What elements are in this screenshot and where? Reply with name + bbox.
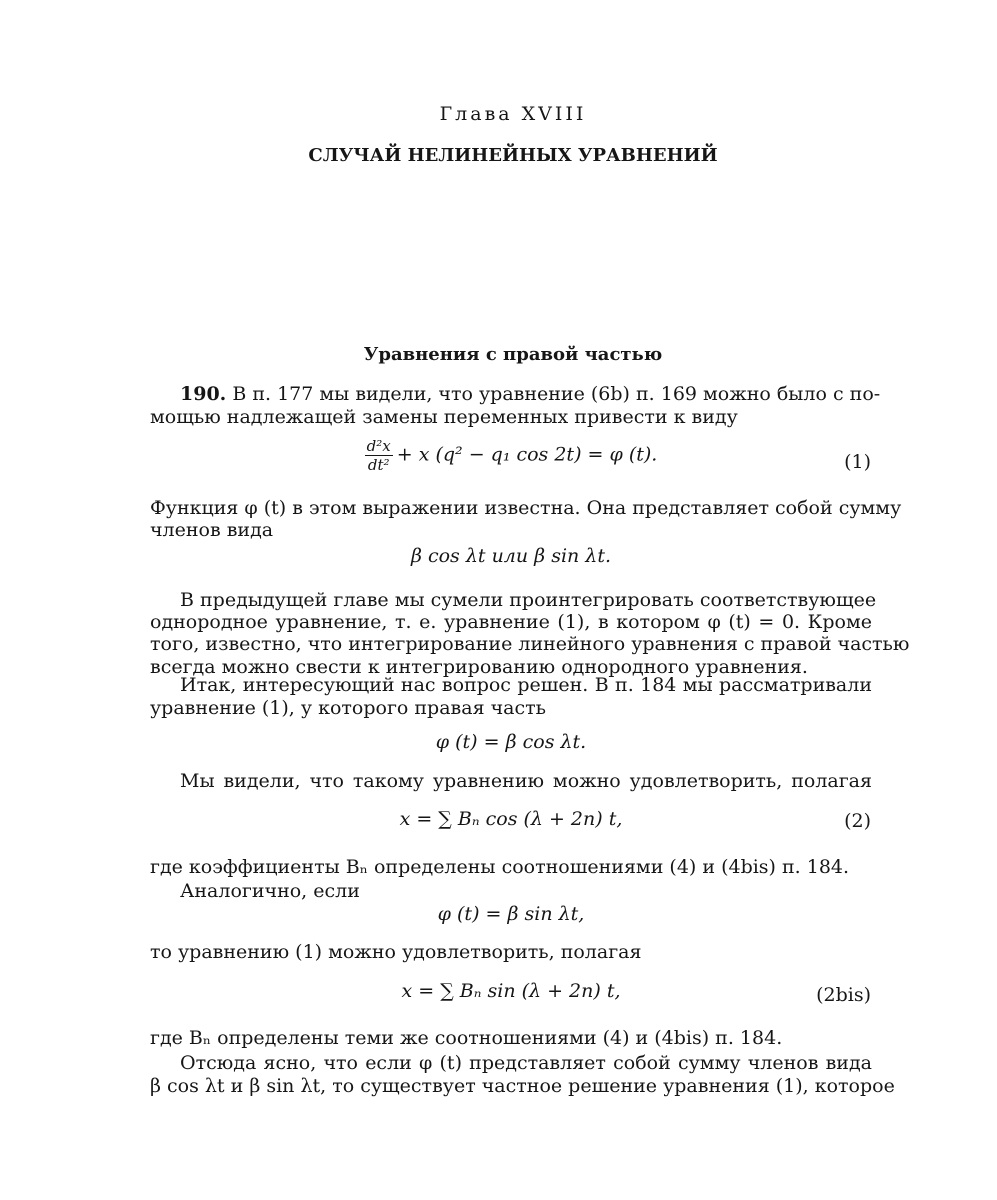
equation-cos — [150, 731, 872, 753]
paragraph-analogously: Аналогично, если — [180, 880, 360, 902]
paragraph-then: то уравнению (1) можно удовлетворить, полагая — [150, 941, 642, 963]
equation-sin-body: φ (t) = β sin λt, — [437, 903, 585, 925]
paragraph-number: 190. — [180, 383, 227, 405]
equation-2bis-body: x = ∑ Bₙ sin (λ + 2n) t, — [401, 980, 621, 1002]
chapter-heading: Глава XVIII — [439, 103, 587, 125]
fraction — [365, 438, 393, 473]
paragraph-previous-line-2: однородное уравнение, т. е. уравнение (1), в котором φ (t) = 0. Кроме — [150, 611, 872, 633]
paragraph-itak-line-1: Итак, интересующий нас вопрос решен. В п. 184 мы рассматривали — [180, 674, 872, 696]
equation-2-body: x = ∑ Bₙ cos (λ + 2n) t, — [399, 808, 623, 830]
paragraph-seen: Мы видели, что такому уравнению можно удовлетворить, полагая — [180, 770, 872, 792]
paragraph-hence-line-2: β cos λt и β sin λt, то существует частное решение уравнения (1), которое — [150, 1075, 895, 1097]
equation-1-body: + x (q² − q₁ cos 2t) = φ (t). — [396, 443, 658, 466]
paragraph-190-line-2: мощью надлежащей замены переменных привести к виду — [150, 406, 738, 428]
equation-sin — [150, 903, 872, 925]
paragraph-itak-line-2: уравнение (1), у которого правая часть — [150, 697, 546, 719]
fraction-numerator: d²x — [366, 437, 391, 455]
paragraph-previous-line-3: того, известно, что интегрирование линейного уравнения с правой частью — [150, 633, 910, 655]
equation-2bis-label: (2bis) — [816, 984, 871, 1006]
paragraph-hence-line-1: Отсюда ясно, что если φ (t) представляет собой сумму членов вида — [180, 1052, 872, 1074]
equation-1 — [150, 438, 872, 473]
section-heading: Уравнения с правой частью — [363, 344, 663, 365]
equation-2 — [150, 808, 872, 830]
paragraph-text: В п. 177 мы видели, что уравнение (6b) п. 169 можно было с по- — [232, 383, 881, 405]
equation-terms — [150, 545, 872, 567]
paragraph-coefficients: где коэффициенты Bₙ определены соотношениями (4) и (4bis) п. 184. — [150, 856, 850, 878]
paragraph-previous-line-1: В предыдущей главе мы сумели проинтегрировать соответствующее — [180, 589, 877, 611]
paragraph-where: где Bₙ определены теми же соотношениями (4) и (4bis) п. 184. — [150, 1027, 783, 1049]
fraction-denominator: dt² — [367, 456, 390, 474]
equation-terms-body: β cos λt или β sin λt. — [410, 545, 612, 567]
equation-2-label: (2) — [844, 810, 871, 832]
paragraph-function-line-2: членов вида — [150, 519, 274, 541]
equation-cos-body: φ (t) = β cos λt. — [435, 731, 587, 753]
chapter-title: СЛУЧАЙ НЕЛИНЕЙНЫХ УРАВНЕНИЙ — [308, 145, 718, 166]
paragraph-function-line-1: Функция φ (t) в этом выражении известна. Она представляет собой сумму — [150, 497, 902, 519]
paragraph-previous-line-4: всегда можно свести к интегрированию однородного уравнения. — [150, 656, 808, 678]
equation-1-label: (1) — [844, 451, 871, 473]
paragraph-190-line-1 — [180, 383, 881, 405]
equation-2bis — [150, 980, 872, 1002]
